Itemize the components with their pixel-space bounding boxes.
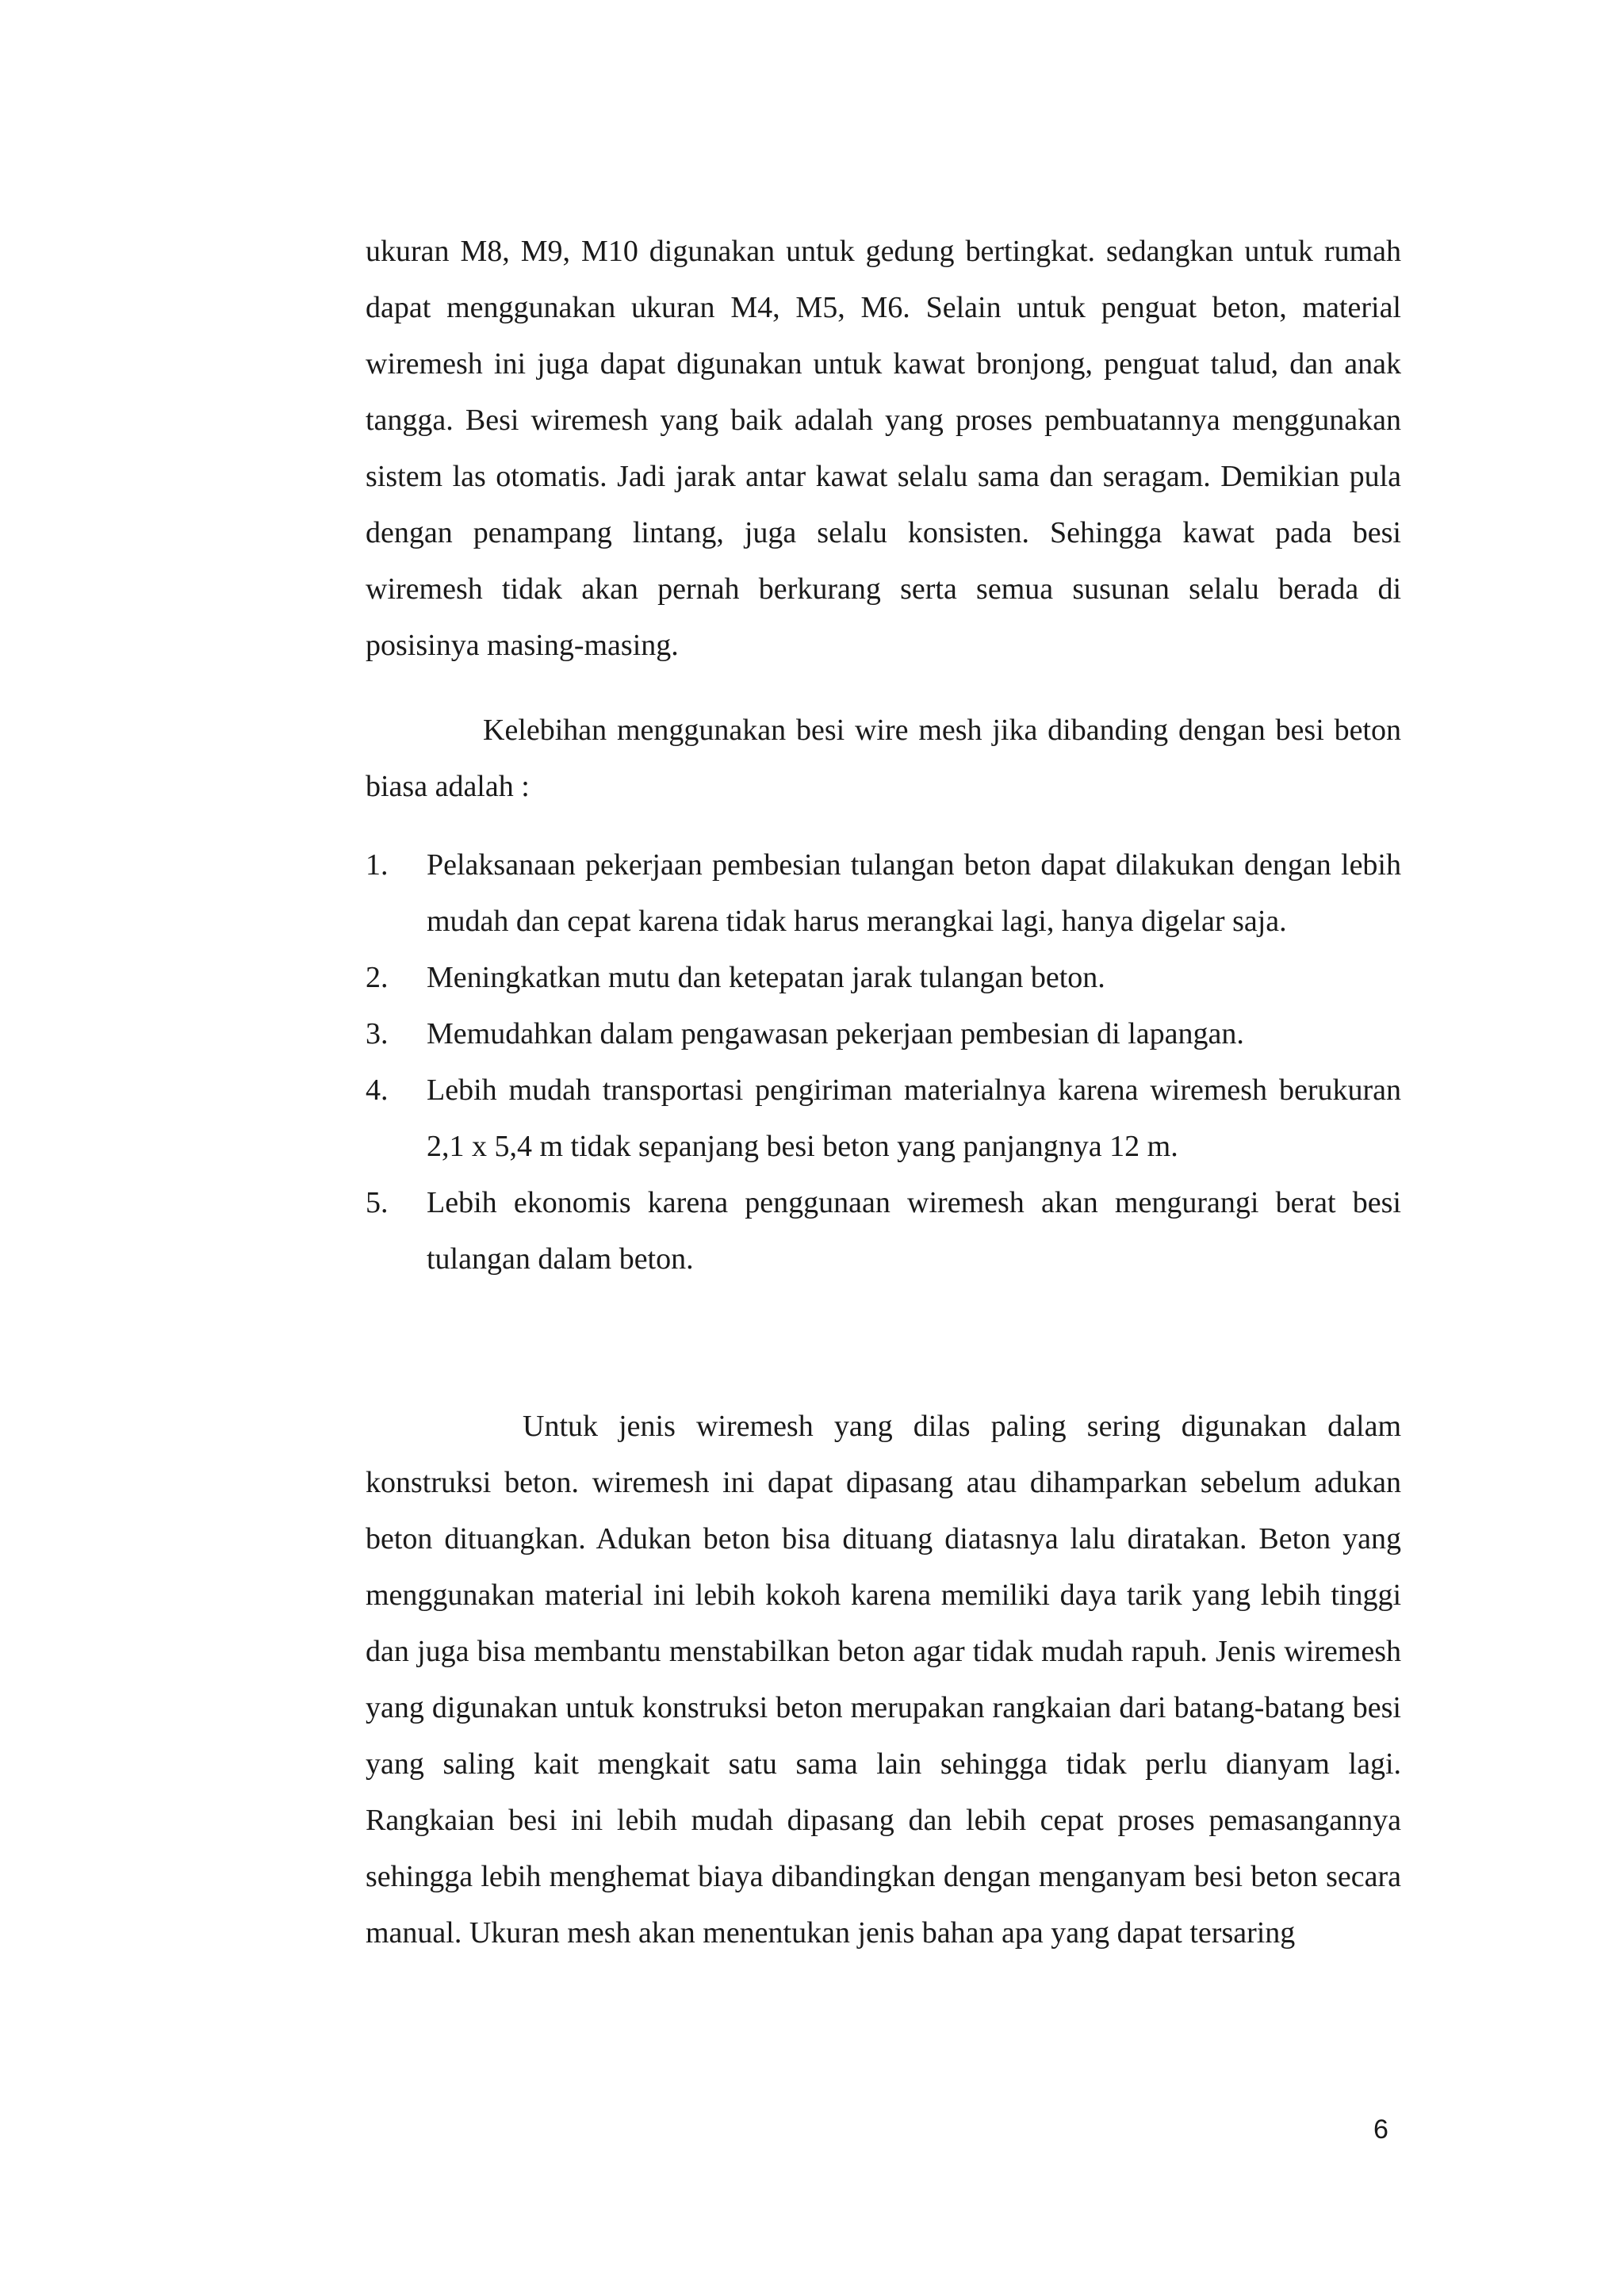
list-item (366, 1062, 1401, 1175)
list-item (366, 837, 1401, 950)
list-item-text: Meningkatkan mutu dan ketepatan jarak tulangan beton. (427, 961, 1105, 994)
list-item-text: Lebih mudah transportasi pengiriman materialnya karena wiremesh berukuran 2,1 x 5,4 m tidak sepanjang besi beton yang panjangnya 12 m. (427, 1073, 1401, 1163)
body-paragraph-2: Kelebihan menggunakan besi wire mesh jika dibanding dengan besi beton biasa adalah : (366, 714, 1401, 803)
list-item-number: 1. (366, 848, 389, 882)
body-paragraph-3: Untuk jenis wiremesh yang dilas paling sering digunakan dalam konstruksi beton. wiremesh ini dapat dipasang atau dihamparkan sebelum adukan beton dituangkan. Adukan beton bisa dituang diatasnya lalu diratakan. Beton yang menggunakan material ini lebih kokoh karena memiliki daya tarik yang lebih tinggi dan juga bisa membantu menstabilkan beton agar tidak mudah rapuh. Jenis wiremesh yang digunakan untuk konstruksi beton merupakan rangkaian dari batang-batang besi yang saling kait mengkait satu sama lain sehingga tidak perlu dianyam lagi. Rangkaian besi ini lebih mudah dipasang dan lebih cepat proses pemasangannya sehingga lebih menghemat biaya dibandingkan dengan menganyam besi beton secara manual. Ukuran mesh akan menentukan jenis bahan apa yang dapat tersaring (366, 1410, 1401, 1950)
list-item-number: 4. (366, 1073, 389, 1107)
list-item-number: 3. (366, 1017, 389, 1050)
page-number: 6 (1373, 2114, 1388, 2145)
list-item (366, 950, 1401, 1006)
advantages-list (366, 837, 1401, 1288)
list-item (366, 1175, 1401, 1288)
body-paragraph-1: ukuran M8, M9, M10 digunakan untuk gedung bertingkat. sedangkan untuk rumah dapat menggunakan ukuran M4, M5, M6. Selain untuk penguat beton, material wiremesh ini juga dapat digunakan untuk kawat bronjong, penguat talud, dan anak tangga. Besi wiremesh yang baik adalah yang proses pembuatannya menggunakan sistem las otomatis. Jadi jarak antar kawat selalu sama dan seragam. Demikian pula dengan penampang lintang, juga selalu konsisten. Sehingga kawat pada besi wiremesh tidak akan pernah berkurang serta semua susunan selalu berada di posisinya masing-masing. (366, 235, 1401, 662)
list-item (366, 1006, 1401, 1062)
list-item-number: 2. (366, 961, 389, 994)
list-item-number: 5. (366, 1186, 389, 1219)
list-item-text: Memudahkan dalam pengawasan pekerjaan pembesian di lapangan. (427, 1017, 1244, 1050)
list-item-text: Lebih ekonomis karena penggunaan wiremesh akan mengurangi berat besi tulangan dalam beton. (427, 1186, 1401, 1276)
list-item-text: Pelaksanaan pekerjaan pembesian tulangan beton dapat dilakukan dengan lebih mudah dan cepat karena tidak harus merangkai lagi, hanya digelar saja. (427, 848, 1401, 938)
